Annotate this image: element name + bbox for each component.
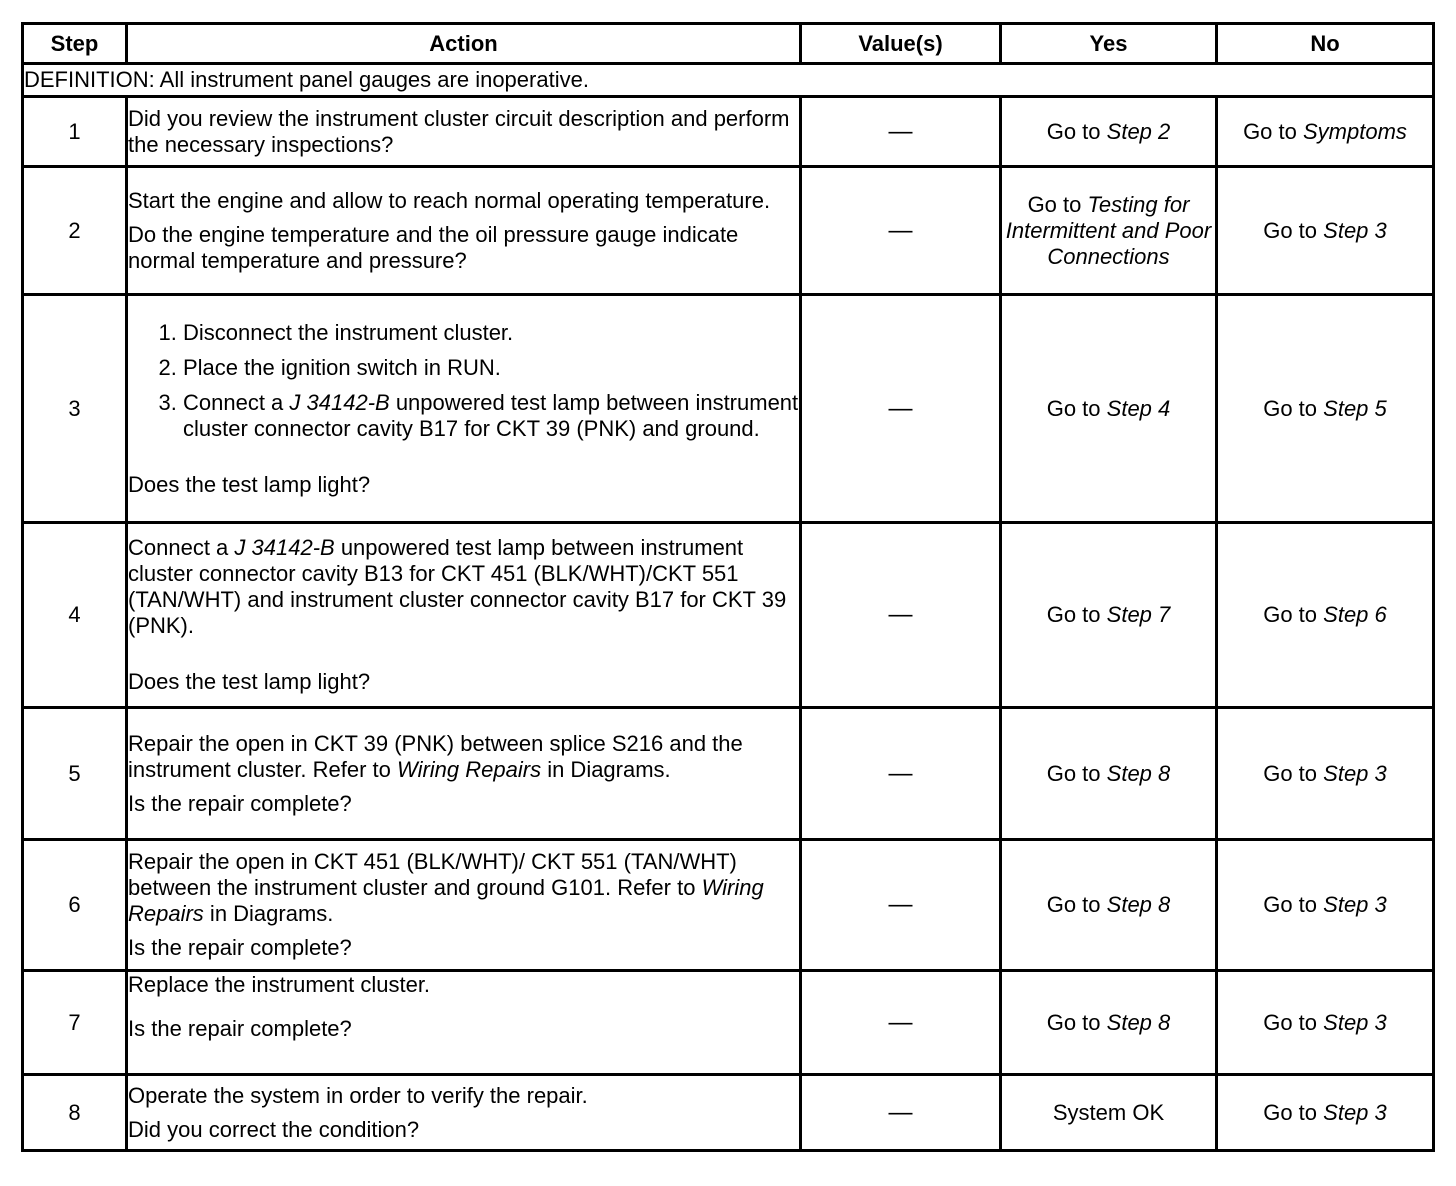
action-text: Repair the open in CKT 39 (PNK) between splice S216 and the instrument cluster. Refer to Wiring Repairs in Diagrams.: [128, 730, 743, 782]
go-to-label: Go to: [1263, 395, 1318, 421]
step-number: 5: [23, 708, 127, 840]
yes-link[interactable]: Step 8: [1106, 1009, 1171, 1035]
table-row: [23, 295, 1434, 523]
go-to-label: Go to: [1243, 118, 1297, 144]
no-cell[interactable]: [1217, 971, 1434, 1075]
action-cell: [127, 708, 801, 840]
action-text: Repair the open in CKT 451 (BLK/WHT)/ CKT 551 (TAN/WHT) between the instrument cluster and ground G101. Refer to Wiring Repairs in Diagrams.: [128, 849, 764, 926]
no-cell[interactable]: [1217, 167, 1434, 295]
procedure-item: 2. Place the ignition switch in RUN.: [183, 355, 799, 381]
action-text: Start the engine and allow to reach normal operating temperature.: [128, 187, 771, 213]
procedure-list: [128, 320, 799, 442]
go-to-label: Go to: [1263, 892, 1318, 917]
action-cell: [127, 971, 801, 1075]
yes-cell[interactable]: [1001, 840, 1217, 971]
go-to-label: Go to: [1263, 760, 1318, 786]
definition-row: [23, 64, 1434, 97]
table-row: [23, 840, 1434, 971]
action-text: Connect a J 34142-B unpowered test lamp between instrument cluster connector cavity B13 for CKT 451 (BLK/WHT)/CKT 551 (TAN/WHT) and instrument cluster connector cavity B17 for CKT 39 (PNK).: [128, 535, 787, 638]
action-question: Is the repair complete?: [128, 790, 352, 816]
no-link[interactable]: Step 5: [1323, 395, 1387, 421]
no-link[interactable]: Symptoms: [1303, 118, 1407, 144]
value-cell: —: [801, 523, 1001, 708]
go-to-label: Go to: [1263, 602, 1318, 627]
step-number: 6: [23, 840, 127, 971]
no-link[interactable]: Step 3: [1323, 760, 1387, 786]
go-to-label: Go to: [1046, 1009, 1101, 1035]
action-cell: [127, 840, 801, 971]
action-cell: [127, 1075, 801, 1151]
procedure-item: 3. Connect a J 34142-B unpowered test lamp between instrument cluster connector cavity B17 for CKT 39 (PNK) and ground.: [183, 390, 799, 442]
action-question: Do the engine temperature and the oil pressure gauge indicate normal temperature and pressure?: [128, 221, 739, 273]
action-cell: [127, 295, 801, 523]
no-cell[interactable]: [1217, 1075, 1434, 1151]
yes-link[interactable]: Step 7: [1106, 602, 1171, 627]
go-to-label: Go to: [1046, 395, 1101, 421]
yes-cell[interactable]: [1001, 708, 1217, 840]
step-number: 1: [23, 97, 127, 167]
no-cell[interactable]: [1217, 840, 1434, 971]
action-cell: [127, 167, 801, 295]
yes-link[interactable]: Step 8: [1106, 760, 1171, 786]
header-step: Step: [23, 24, 127, 64]
no-cell[interactable]: [1217, 97, 1434, 167]
action-cell: [127, 523, 801, 708]
no-link[interactable]: Step 3: [1323, 217, 1387, 243]
table-row: [23, 523, 1434, 708]
yes-cell[interactable]: [1001, 97, 1217, 167]
step-number: 2: [23, 167, 127, 295]
action-question: Is the repair complete?: [128, 935, 352, 960]
no-link[interactable]: Step 6: [1323, 602, 1387, 627]
yes-cell[interactable]: [1001, 295, 1217, 523]
header-yes: Yes: [1001, 24, 1217, 64]
go-to-label: Go to: [1046, 892, 1101, 917]
action-text: Operate the system in order to verify the repair.: [128, 1082, 588, 1108]
value-cell: —: [801, 1075, 1001, 1151]
action-text: Did you review the instrument cluster circuit description and perform the necessary inspections?: [128, 105, 790, 157]
go-to-label: Go to: [1046, 602, 1101, 627]
yes-cell[interactable]: [1001, 167, 1217, 295]
step-number: 3: [23, 295, 127, 523]
tool-reference: J 34142-B: [234, 535, 335, 560]
table-row: [23, 167, 1434, 295]
table-row: [23, 708, 1434, 840]
action-cell: [127, 97, 801, 167]
go-to-label: Go to: [1263, 1009, 1318, 1035]
procedure-item: 1. Disconnect the instrument cluster.: [183, 320, 799, 346]
yes-cell[interactable]: [1001, 523, 1217, 708]
no-cell[interactable]: [1217, 295, 1434, 523]
value-cell: —: [801, 708, 1001, 840]
yes-link[interactable]: Step 8: [1106, 892, 1171, 917]
yes-cell[interactable]: [1001, 971, 1217, 1075]
action-text: Replace the instrument cluster.: [128, 972, 431, 997]
value-cell: —: [801, 167, 1001, 295]
action-question: Did you correct the condition?: [128, 1116, 420, 1142]
header-row: [23, 24, 1434, 64]
definition-text: DEFINITION: All instrument panel gauges are inoperative.: [23, 64, 1434, 97]
header-action: Action: [127, 24, 801, 64]
action-question: Is the repair complete?: [128, 1016, 352, 1041]
no-cell[interactable]: [1217, 523, 1434, 708]
yes-link[interactable]: Testing for Intermittent and Poor Connections: [1005, 191, 1212, 269]
tool-reference: J 34142-B: [289, 389, 390, 415]
no-link[interactable]: Step 3: [1323, 892, 1387, 917]
no-cell[interactable]: [1217, 708, 1434, 840]
wiring-repairs-link[interactable]: Wiring Repairs: [397, 756, 542, 782]
diagnostic-table: [21, 22, 1435, 1152]
no-link[interactable]: Step 3: [1323, 1099, 1387, 1125]
go-to-label: Go to: [1263, 217, 1318, 243]
step-number: 4: [23, 523, 127, 708]
system-ok-text: System OK: [1052, 1099, 1165, 1125]
step-number: 8: [23, 1075, 127, 1151]
header-values: Value(s): [801, 24, 1001, 64]
yes-link[interactable]: Step 4: [1106, 395, 1171, 421]
yes-cell: [1001, 1075, 1217, 1151]
table-row: [23, 971, 1434, 1075]
step-number: 7: [23, 971, 127, 1075]
wiring-repairs-link[interactable]: Wiring Repairs: [128, 875, 764, 926]
table-row: [23, 97, 1434, 167]
go-to-label: Go to: [1263, 1099, 1318, 1125]
go-to-label: Go to: [1027, 191, 1082, 217]
value-cell: —: [801, 97, 1001, 167]
action-question: Does the test lamp light?: [128, 471, 371, 497]
action-question: Does the test lamp light?: [128, 669, 371, 694]
value-cell: —: [801, 971, 1001, 1075]
value-cell: —: [801, 840, 1001, 971]
no-link[interactable]: Step 3: [1323, 1009, 1387, 1035]
yes-link[interactable]: Step 2: [1106, 118, 1171, 144]
value-cell: —: [801, 295, 1001, 523]
table-row: [23, 1075, 1434, 1151]
header-no: No: [1217, 24, 1434, 64]
go-to-label: Go to: [1046, 118, 1101, 144]
go-to-label: Go to: [1046, 760, 1101, 786]
